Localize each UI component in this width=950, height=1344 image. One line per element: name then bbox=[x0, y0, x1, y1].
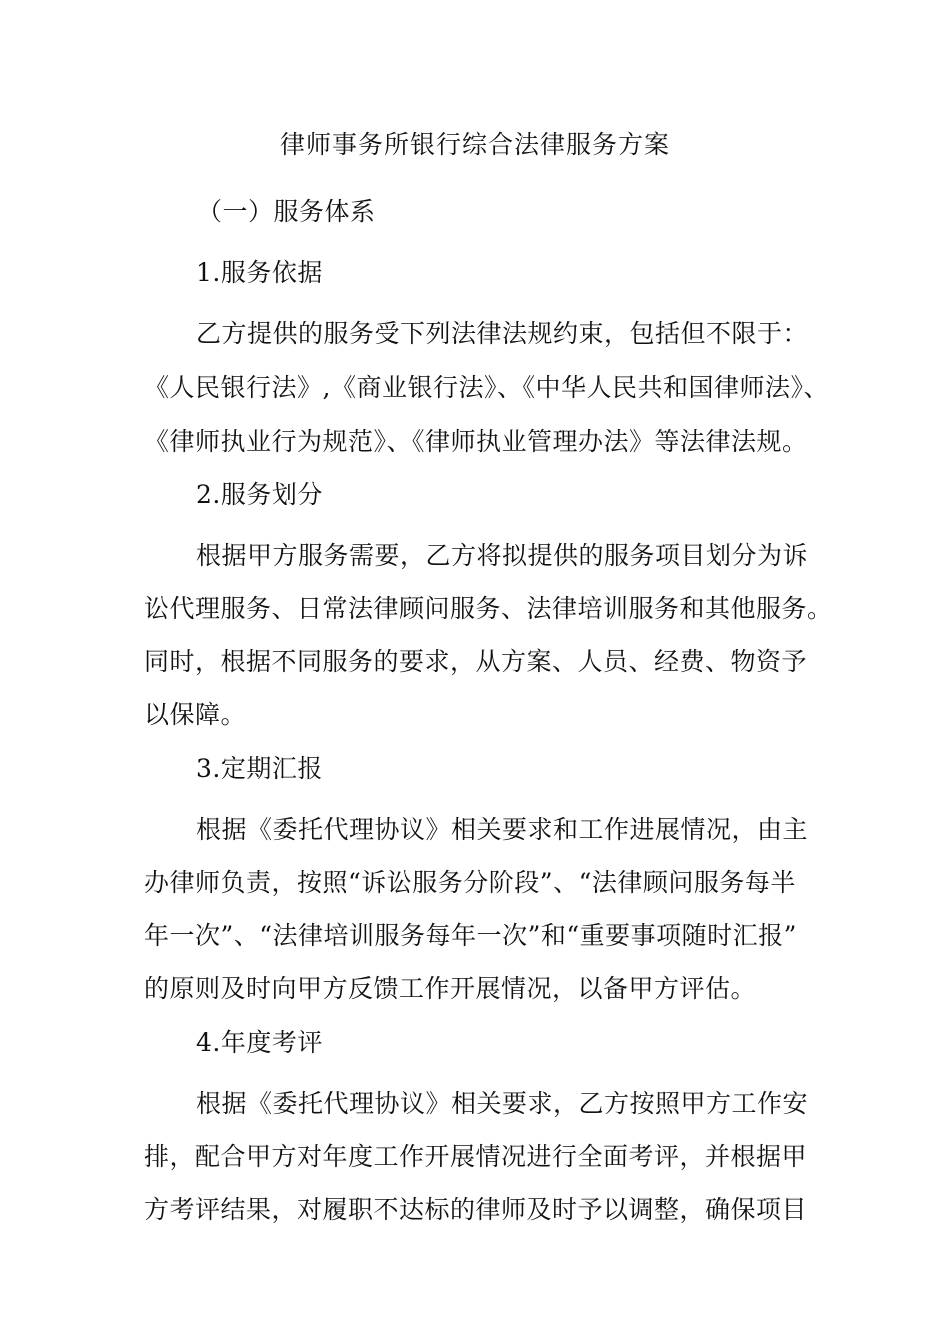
paragraph-line: 根据《委托代理协议》相关要求和工作进展情况，由主 bbox=[196, 815, 809, 844]
paragraph-line: 办律师负责，按照“诉讼服务分阶段”、“法律顾问服务每半 bbox=[144, 868, 796, 897]
item-heading-reporting: 3.定期汇报 bbox=[196, 754, 323, 783]
paragraph-line: 的原则及时向甲方反馈工作开展情况，以备甲方评估。 bbox=[144, 974, 757, 1003]
paragraph-line: 年一次”、“法律培训服务每年一次”和“重要事项随时汇报” bbox=[144, 921, 797, 950]
paragraph-line: 排，配合甲方对年度工作开展情况进行全面考评，并根据甲 bbox=[144, 1142, 808, 1171]
paragraph-line: 《律师执业行为规范》、《律师执业管理办法》等法律法规。 bbox=[144, 427, 808, 456]
paragraph-line: 根据《委托代理协议》相关要求，乙方按照甲方工作安 bbox=[196, 1089, 809, 1118]
document-title: 律师事务所银行综合法律服务方案 bbox=[279, 130, 670, 159]
item-heading-division: 2.服务划分 bbox=[196, 480, 323, 509]
item-heading-evaluation: 4.年度考评 bbox=[196, 1028, 323, 1057]
paragraph-line: 乙方提供的服务受下列法律法规约束，包括但不限于： bbox=[196, 319, 809, 348]
paragraph-line: 方考评结果，对履职不达标的律师及时予以调整，确保项目 bbox=[144, 1195, 808, 1224]
paragraph-line: 讼代理服务、日常法律顾问服务、法律培训服务和其他服务。 bbox=[144, 594, 833, 623]
item-heading-basis: 1.服务依据 bbox=[196, 258, 323, 287]
paragraph-line: 根据甲方服务需要，乙方将拟提供的服务项目划分为诉 bbox=[196, 541, 809, 570]
paragraph-line: 《人民银行法》,《商业银行法》、《中华人民共和国律师法》、 bbox=[144, 373, 829, 402]
paragraph-line: 以保障。 bbox=[144, 700, 247, 729]
section-heading: （一）服务体系 bbox=[197, 197, 376, 226]
paragraph-line: 同时，根据不同服务的要求，从方案、人员、经费、物资予 bbox=[144, 647, 808, 676]
